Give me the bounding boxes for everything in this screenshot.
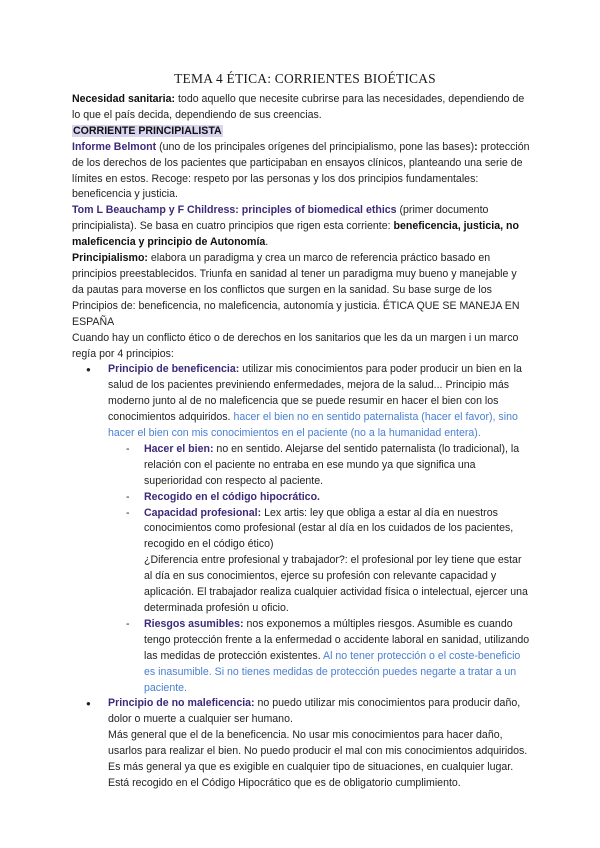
section-heading: CORRIENTE PRINCIPIALISTA [73,124,222,137]
hacer-bien-text: no en sentido. Alejarse del sentido paternalista (lo tradicional), la relación con el paciente no entraba en ese mundo ya que significa una superioridad con respecto al paciente. [144,442,520,487]
no-maleficencia-text: no puedo utilizar mis conocimientos para producir daño, dolor o muerte a cualquier ser humano. [108,697,521,726]
belmont-paragraph [72,140,530,204]
page-title: TEMA 4 ÉTICA: CORRIENTES BIOÉTICAS [174,71,436,86]
recogido-text: Recogido en el código hipocrático. [144,490,320,503]
no-maleficencia-text2: Más general que el de la beneficencia. No usar mis conocimientos para hacer daño, usarlos para realizar el bien. No puedo producir el mal con mis conocimientos adquiridos. Es más general ya que es exigible en cualquier tipo de situaciones, en cualquier lugar. Está recogido en el Código Hipocrático que es de obligatorio cumplimiento. [108,729,528,789]
belmont-colon: : [474,140,478,153]
beauchamp-paragraph [72,203,530,251]
sublist-item-capacidad [108,506,530,617]
hacer-bien-label: Hacer el bien: [144,442,214,455]
no-maleficencia-label: Principio de no maleficencia: [108,697,255,710]
beneficencia-label: Principio de beneficencia: [108,363,240,376]
principialismo-label: Principialismo: [72,252,148,265]
list-item-beneficencia [72,362,530,696]
necesidad-paragraph [72,92,530,124]
sublist-item-recogido [108,490,530,506]
riesgos-blue-note: Al no tener protección o el coste-beneficio es inasumible. Si no tienes medidas de protección puedes negarte a tratar a un paciente. [144,649,521,694]
document-page [72,70,530,792]
capacidad-text: Lex artis: ley que obliga a estar al día en nuestros conocimientos como profesional (estar al día en los cuidados de los pacientes, recogido en el código ético) [144,506,514,551]
belmont-text2: protección de los derechos de los pacientes que participaban en ensayos clínicos, planteando una serie de límites en estos. Recoge: respeto por las personas y los dos principios fundamentales: beneficencia y justicia. [72,140,530,201]
belmont-label: Informe Belmont [72,140,157,153]
principialismo-paragraph [72,251,530,331]
riesgos-label: Riesgos asumibles: [144,617,244,630]
beauchamp-end: . [265,236,269,249]
sublist-item-riesgos [108,617,530,697]
riesgos-text: nos exponemos a múltiples riesgos. Asumible es cuando tengo protección frente a la enfermedad o accidente laboral en sanidad, utilizando las medidas de protección existentes. [144,617,530,662]
beneficencia-text: utilizar mis conocimientos para poder producir un bien en la salud de los pacientes previniendo enfermedades, mejora de la salud... Principio más moderno junto al de no maleficencia que se puede resumir en hacer el bien con los conocimientos adquiridos. [108,363,522,424]
capacidad-label: Capacidad profesional: [144,506,262,519]
sublist-item-hacer-bien [108,442,530,490]
beneficencia-sublist [108,442,530,697]
beauchamp-label: Tom L Beauchamp y F Childress: principles of biomedical ethics [72,204,397,217]
necesidad-text: todo aquello que necesite cubrirse para las necesidades, dependiendo de lo que el país decida, dependiendo de sus creencias. [72,93,525,121]
conflicto-paragraph: Cuando hay un conflicto ético o de derechos en los sanitarios que les da un margen i un marco regía por 4 principios: [72,331,519,360]
beneficencia-blue-note: hacer el bien no en sentido paternalista (hacer el favor), sino hacer el bien con mis conocimientos en el paciente (no a la humanidad entera). [108,411,518,440]
beauchamp-text: (primer documento principialista). Se basa en cuatro principios que rigen esta corriente: [72,204,489,233]
principialismo-text: elabora un paradigma y crea un marco de referencia práctico basado en principios preestablecidos. Triunfa en sanidad al tener un paradigma muy bueno y manejable y da pautas para moverse en los conflictos que surgen en la sanidad. Su base surge de los Principios de: beneficencia, no maleficencia, autonomía y justicia. ÉTICA QUE SE MANEJA EN ESPAÑA [72,252,520,328]
capacidad-text2: ¿Diferencia entre profesional y trabajador?: el profesional por ley tiene que estar al día en sus conocimientos, ejerce su profesión con relevante capacidad y aplicación. El trabajador realiza cualquier actividad física o intelectual, ejercer una determinada profesión u oficio. [144,554,528,614]
principles-list [72,362,530,791]
necesidad-label: Necesidad sanitaria: [72,93,176,105]
beauchamp-bold: beneficencia, justicia, no maleficencia y principio de Autonomía [72,220,519,249]
list-item-no-maleficencia [72,696,530,791]
section-heading-paragraph [72,124,530,140]
belmont-text1: (uno de los principales orígenes del principialismo, pone las bases) [156,140,475,153]
